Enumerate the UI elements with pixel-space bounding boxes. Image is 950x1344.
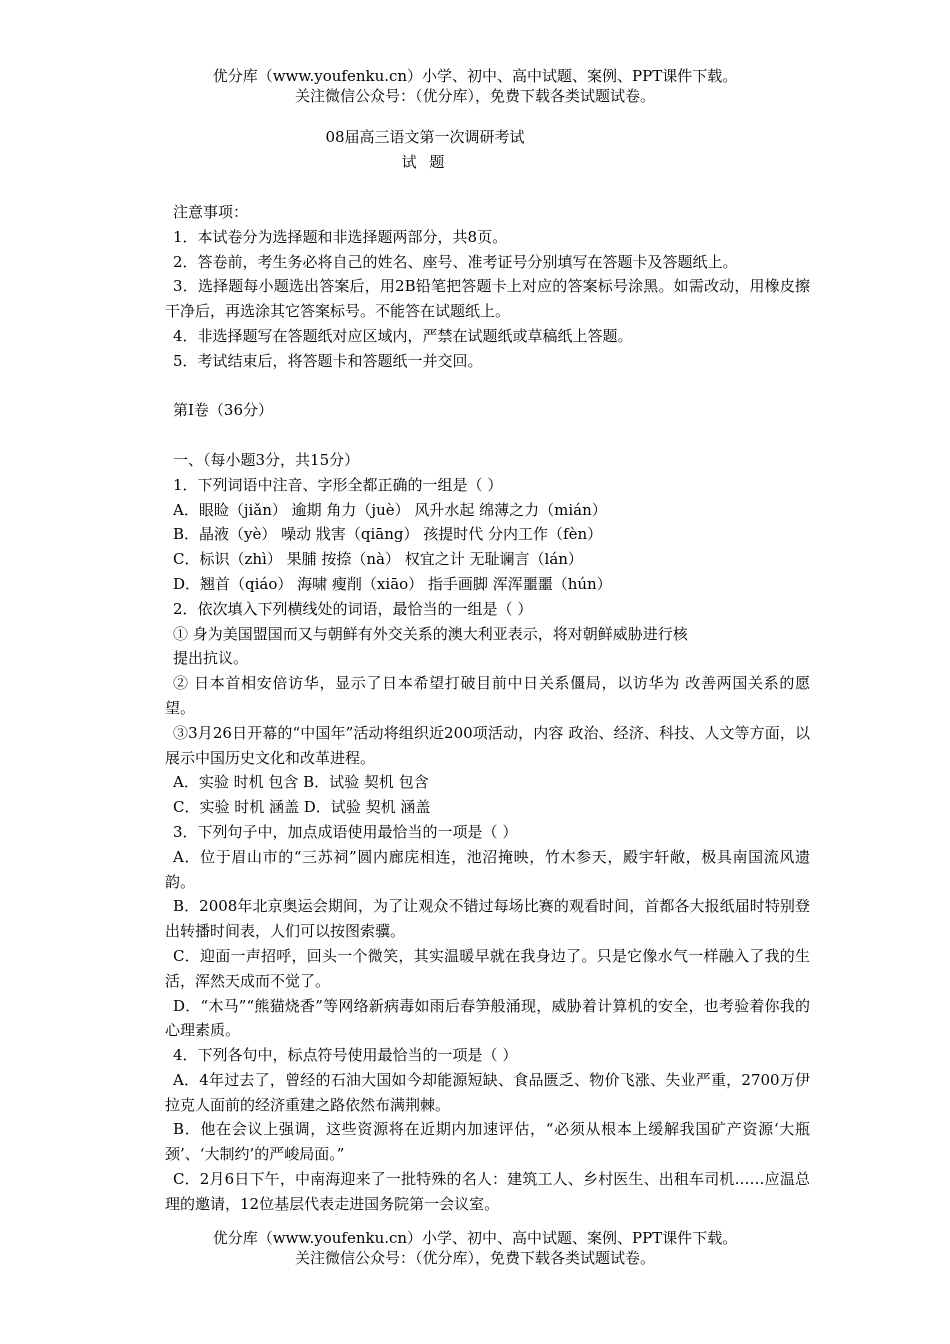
notice-item: 5．考试结束后，将答题卡和答题纸一并交回。: [173, 351, 483, 370]
notice-heading: 注意事项：: [173, 203, 249, 221]
page-header: [0, 66, 950, 106]
question-2-options-cd: C．实验 时机 涵盖 D．试验 契机 涵盖: [173, 798, 431, 817]
question-3-option-a: A．位于眉山市的“三苏祠”圆内廊庑相连，池沼掩映，竹木参天，殿宇轩敞，极具南国流风遗韵。: [165, 847, 810, 891]
page-footer: [0, 1228, 950, 1268]
question-2-stem: 2．依次填入下列横线处的词语，最恰当的一组是（ ）: [173, 599, 533, 618]
question-2-sentence-2: ② 日本首相安倍访华，显示了日本希望打破目前中日关系僵局，以访华为 改善两国关系的愿望。: [165, 674, 810, 717]
question-2-sentence-1-cont: 提出抗议。: [173, 649, 249, 668]
question-1-option-d: D．翘首（qiáo） 海啸 瘦削（xiāo） 指手画脚 浑浑噩噩（hún）: [173, 574, 612, 593]
question-1-option-b: B．晶液（yè） 噪动 戕害（qiāng） 孩提时代 分内工作（fèn）: [173, 525, 603, 544]
question-2-options-ab: A．实验 时机 包含 B．试验 契机 包含: [173, 773, 429, 792]
volume-heading: 第Ⅰ卷（36分）: [173, 401, 274, 420]
question-4-stem: 4．下列各句中，标点符号使用最恰当的一项是（ ）: [173, 1046, 518, 1065]
question-1-option-a: A．眼睑（jiǎn） 逾期 角力（juè） 风升水起 绵薄之力（mián）: [173, 500, 607, 519]
question-4-option-b: B．他在会议上强调，这些资源将在近期内加速评估，“必须从根本上缓解我国矿产资源‘大瓶颈’、‘大制约’的严峻局面。”: [165, 1120, 810, 1164]
question-2-sentence-1: ① 身为美国盟国而又与朝鲜有外交关系的澳大利亚表示，将对朝鲜威胁进行核: [173, 624, 688, 643]
spacer: [165, 374, 810, 399]
exam-title: 08届高三语文第一次调研考试: [325, 128, 525, 146]
section-heading: 一、（每小题3分，共15分）: [173, 450, 360, 469]
spacer: [165, 423, 810, 448]
notice-item: 3．选择题每小题选出答案后，用2B铅笔把答题卡上对应的答案标号涂黑。如需改动，用橡皮擦干净后，再选涂其它答案标号。不能答在试题纸上。: [165, 277, 810, 321]
exam-subtitle: 试 题: [401, 153, 449, 171]
question-2-sentence-3: ③3月26日开幕的“中国年”活动将组织近200项活动，内容 政治、经济、科技、人文等方面，以展示中国历史文化和改革进程。: [165, 723, 810, 767]
question-3-stem: 3．下列句子中，加点成语使用最恰当的一项是（ ）: [173, 822, 518, 841]
header-line-2: 关注微信公众号：（优分库），免费下载各类试题试卷。: [294, 87, 655, 105]
footer-line-1: 优分库（www.youfenku.cn）小学、初中、高中试题、案例、PPT课件下载。: [212, 1229, 738, 1247]
question-3-option-d: D．“木马”“熊猫烧香”等网络新病毒如雨后春笋般涌现，威胁着计算机的安全，也考验着你我的心理素质。: [165, 996, 810, 1040]
header-line-1: 优分库（www.youfenku.cn）小学、初中、高中试题、案例、PPT课件下载。: [212, 67, 738, 85]
notice-item: 2．答卷前，考生务必将自己的姓名、座号、准考证号分别填写在答题卡及答题纸上。: [173, 252, 738, 271]
question-4-option-a: A．4年过去了，曾经的石油大国如今却能源短缺、食品匮乏、物价飞涨、失业严重，2700万伊拉克人面前的经济重建之路依然布满荆棘。: [165, 1070, 810, 1114]
question-4-option-c: C．2月6日下午，中南海迎来了一批特殊的名人：建筑工人、乡村医生、出租车司机……应温总理的邀请，12位基层代表走进国务院第一会议室。: [165, 1170, 810, 1213]
question-3-option-b: B．2008年北京奥运会期间，为了让观众不错过每场比赛的观看时间，首都各大报纸届时特别登出转播时间表，人们可以按图索骥。: [165, 897, 810, 941]
question-1-stem: 1．下列词语中注音、字形全都正确的一组是（ ）: [173, 475, 503, 494]
document-body: [165, 200, 810, 1217]
notice-item: 4．非选择题写在答题纸对应区域内，严禁在试题纸或草稿纸上答题。: [173, 326, 633, 345]
notice-item: 1．本试卷分为选择题和非选择题两部分，共8页。: [173, 227, 508, 246]
question-1-option-c: C．标识（zhì） 果脯 按捺（nà） 权宜之计 无耻谰言（lán）: [173, 550, 583, 569]
question-3-option-c: C．迎面一声招呼，回头一个微笑，其实温暖早就在我身边了。只是它像水气一样融入了我的生活，浑然天成而不觉了。: [165, 946, 810, 990]
footer-line-2: 关注微信公众号：（优分库），免费下载各类试题试卷。: [294, 1249, 655, 1267]
